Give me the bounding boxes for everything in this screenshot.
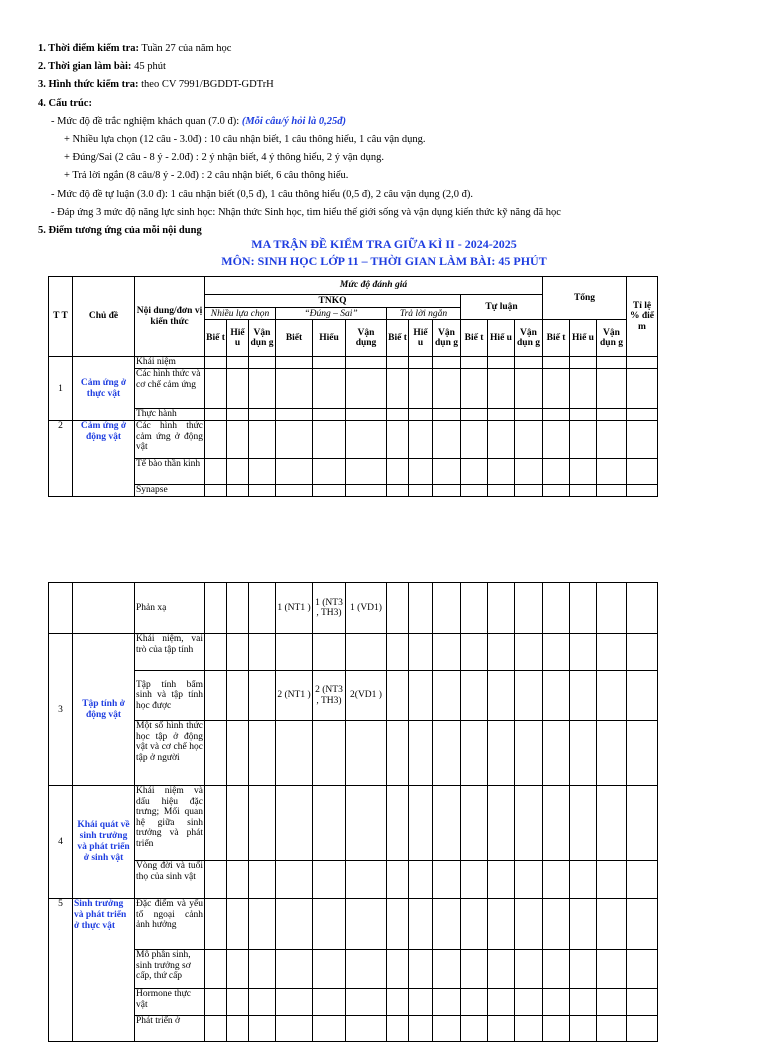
- table-row: [49, 721, 658, 786]
- content-item: Một số hình thức học tập ở động vật và cơ chế học tập ở người: [135, 721, 205, 786]
- content-item: Phát triển ở: [135, 1016, 205, 1042]
- table-row: [49, 1016, 658, 1042]
- content-item: Khái niệm, vai trò của tập tính: [135, 634, 205, 671]
- table-row: [49, 421, 658, 459]
- col-header-tf: “Đúng – Sai”: [276, 308, 387, 320]
- col-header-biet: Biế t: [543, 320, 570, 357]
- row-number: 5: [49, 899, 73, 1042]
- content-item: Các hình thức cảm ứng ở động vật: [135, 421, 205, 459]
- col-header-content: Nội dung/đơn vị kiến thức: [135, 277, 205, 357]
- col-header-hieu: Hiể u: [570, 320, 597, 357]
- col-header-level: Mức độ đánh giá: [205, 277, 543, 295]
- table-row: [49, 786, 658, 861]
- matrix-subtitle: MÔN: SINH HỌC LỚP 11 – THỜI GIAN LÀM BÀI: 45 PHÚT: [221, 254, 547, 268]
- structure-sub-mcq: + Nhiều lựa chọn (12 câu - 3.0đ) : 10 câu nhận biết, 1 câu thông hiểu, 1 câu vận dụng.: [64, 133, 426, 145]
- col-header-vd: Vận dụn g: [515, 320, 543, 357]
- topic-name: Cảm ứng ở động vật: [73, 421, 135, 497]
- exam-info: [38, 40, 738, 240]
- content-item: Các hình thức và cơ chế cảm ứng: [135, 369, 205, 409]
- cell-value: 2 (NT3 , TH3): [313, 671, 346, 721]
- content-item: Đặc điểm và yếu tố ngoại cảnh ảnh hưởng: [135, 899, 205, 950]
- content-item: Phản xạ: [135, 583, 205, 634]
- col-header-mcq: Nhiều lựa chọn: [205, 308, 276, 320]
- info-line-format: [38, 76, 738, 94]
- table-row: [49, 409, 658, 421]
- table-row: [49, 989, 658, 1016]
- table-row: [49, 634, 658, 671]
- info-text: 45 phút: [131, 61, 166, 73]
- content-item: Mô phân sinh, sinh trưởng sơ cấp, thứ cấp: [135, 950, 205, 989]
- col-header-vd: Vận dụng: [346, 320, 387, 357]
- col-header-hieu: Hiể u: [409, 320, 433, 357]
- table-row: [49, 899, 658, 950]
- info-text: theo CV 7991/BGDDT-GDTrH: [138, 79, 274, 91]
- matrix-table-1: [48, 276, 658, 497]
- content-item: Thực hành: [135, 409, 205, 421]
- table-row: [49, 861, 658, 899]
- col-header-short: Trả lời ngắn: [387, 308, 461, 320]
- cell-value: 1 (NT1 ): [276, 583, 313, 634]
- table-row: [49, 485, 658, 497]
- cell-value: 1 (NT3 , TH3): [313, 583, 346, 634]
- col-header-biet: Biết: [276, 320, 313, 357]
- structure-essay: - Mức độ đề tự luận (3.0 đ): 1 câu nhận biết (0,5 đ), 1 câu thông hiểu (0,5 đ), 2 câu vận dụng (2,0 đ).: [51, 188, 473, 200]
- row-number: 3: [49, 634, 73, 786]
- info-label: 2. Thời gian làm bài:: [38, 61, 132, 73]
- info-label: 3. Hình thức kiểm tra:: [38, 79, 139, 91]
- col-header-vd: Vận dụn g: [597, 320, 627, 357]
- col-header-biet: Biế t: [387, 320, 409, 357]
- section-5-label: 5. Điểm tương ứng của mỗi nội dung: [38, 224, 202, 236]
- topic-name: Tập tính ở động vật: [73, 634, 135, 786]
- col-header-biet: Biế t: [461, 320, 488, 357]
- info-line-time: [38, 40, 738, 58]
- col-header-tt: T T: [49, 277, 73, 357]
- content-item: Synapse: [135, 485, 205, 497]
- content-item: Vòng đời và tuổi thọ của sinh vật: [135, 861, 205, 899]
- matrix-table-2: [48, 582, 658, 1042]
- structure-mcq-text: - Mức độ đề trắc nghiệm khách quan (7.0 đ):: [51, 115, 242, 127]
- row-number: 1: [49, 357, 73, 421]
- topic-name: Sinh trưởng và phát triển ở thực vật: [73, 899, 135, 1042]
- info-label: 4. Cấu trúc:: [38, 97, 92, 109]
- table-row: [49, 357, 658, 369]
- structure-mcq: [38, 113, 738, 131]
- topic-name: Khái quát về sinh trưởng và phát triển ở sinh vật: [73, 786, 135, 899]
- matrix-title: MA TRẬN ĐỀ KIỂM TRA GIỮA KÌ II - 2024-2025: [251, 237, 517, 251]
- cell-value: 2 (NT1 ): [276, 671, 313, 721]
- col-header-vd: Vận dụn g: [433, 320, 461, 357]
- content-item: Hormone thực vật: [135, 989, 205, 1016]
- col-header-essay: Tự luận: [461, 295, 543, 320]
- table-row: [49, 671, 658, 721]
- col-header-hieu: Hiể u: [227, 320, 249, 357]
- info-line-duration: [38, 58, 738, 76]
- col-header-hieu: Hiể u: [488, 320, 515, 357]
- table-row: [49, 459, 658, 485]
- table-row: [49, 950, 658, 989]
- structure-mcq-note: (Mỗi câu/ý hỏi là 0,25đ): [241, 115, 346, 127]
- info-label: 1. Thời điểm kiểm tra:: [38, 43, 139, 54]
- content-item: Tập tính bẩm sinh và tập tính học được: [135, 671, 205, 721]
- col-header-tnkq: TNKQ: [205, 295, 461, 308]
- table-row: [49, 369, 658, 409]
- structure-sub-short: + Trả lời ngắn (8 câu/8 ý - 2.0đ) : 2 câu nhận biết, 6 câu thông hiểu.: [64, 170, 349, 182]
- content-item: Khái niệm: [135, 357, 205, 369]
- table-row: [49, 583, 658, 634]
- col-header-total: Tổng: [543, 277, 627, 320]
- content-item: Khái niệm và dấu hiệu đặc trưng; Mối quan hệ giữa sinh trưởng và phát triển: [135, 786, 205, 861]
- col-header-hieu: Hiểu: [313, 320, 346, 357]
- col-header-biet: Biế t: [205, 320, 227, 357]
- info-text: Tuần 27 của năm học: [139, 43, 232, 54]
- col-header-vd: Vận dụn g: [249, 320, 276, 357]
- cell-value: 2(VD1 ): [346, 671, 387, 721]
- topic-name: Cảm ứng ở thực vật: [73, 357, 135, 421]
- row-number: 2: [49, 421, 73, 497]
- structure-sub-tf: + Đúng/Sai (2 câu - 8 ý - 2.0đ) : 2 ý nhận biết, 4 ý thông hiểu, 2 ý vận dụng.: [64, 152, 384, 164]
- info-line-structure: [38, 95, 738, 113]
- content-item: Tế bào thần kinh: [135, 459, 205, 485]
- col-header-topic: Chủ đề: [73, 277, 135, 357]
- cell-value: 1 (VD1): [346, 583, 387, 634]
- col-header-ratio: Tỉ lệ % điể m: [627, 277, 658, 357]
- row-number: 4: [49, 786, 73, 899]
- structure-competence: - Đáp ứng 3 mức độ năng lực sinh học: Nhận thức Sinh học, tìm hiểu thế giới sống và vận dụng kiến thức kỹ năng đã học: [51, 206, 561, 218]
